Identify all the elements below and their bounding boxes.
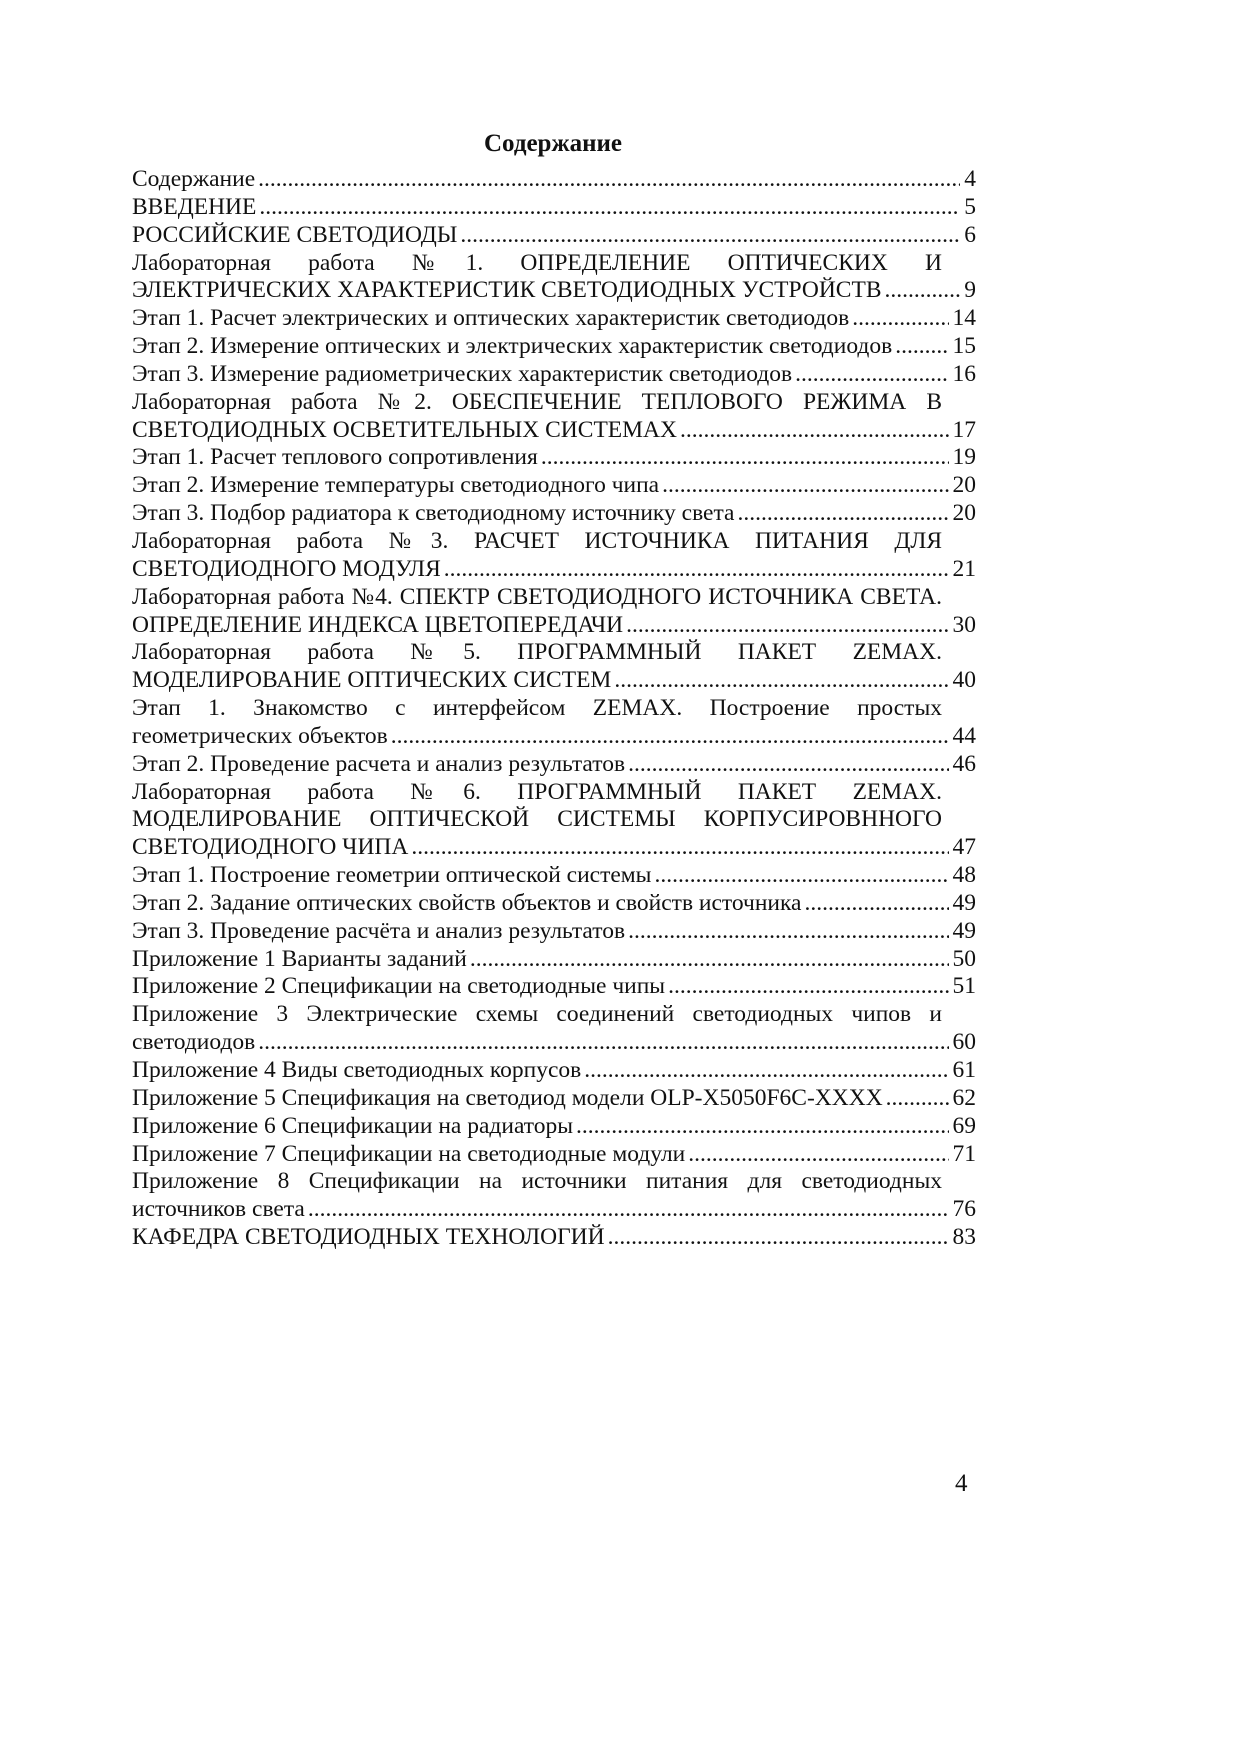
toc-entry-title: Приложение 2 Спецификации на светодиодные чипы ..... [132, 973, 665, 999]
toc-entry-page: 62 [949, 1085, 977, 1113]
toc-entry-title: Приложение 4 Виды светодиодных корпусов ..... [132, 1057, 581, 1083]
toc-entry-page: 51 [949, 973, 977, 1001]
toc-entry[interactable] [132, 695, 976, 751]
toc-entry-title: Лабораторная работа №5. ПРОГРАММНЫЙ ПАКЕТ ZEMAX. МОДЕЛИРОВАНИЕ ОПТИЧЕСКИХ СИСТЕМ ..... [132, 639, 942, 693]
table-of-contents [132, 166, 976, 1252]
toc-entry[interactable] [132, 166, 976, 194]
toc-entry-title: Этап 2. Проведение расчета и анализ результатов ..... [132, 751, 625, 777]
toc-entry-page: 76 [949, 1196, 977, 1224]
toc-entry-page: 46 [949, 751, 977, 779]
toc-entry-page: 49 [949, 890, 977, 918]
toc-entry-page: 48 [949, 862, 977, 890]
toc-entry[interactable] [132, 194, 976, 222]
toc-entry-title: Лабораторная работа №3. РАСЧЕТ ИСТОЧНИКА ПИТАНИЯ ДЛЯ СВЕТОДИОДНОГО МОДУЛЯ ..... [132, 528, 942, 582]
toc-entry-title: Этап 1. Знакомство с интерфейсом ZEMAX. Построение простых геометрических объектов ..... [132, 695, 942, 749]
toc-entry-title: Приложение 7 Спецификации на светодиодные модули ..... [132, 1141, 685, 1167]
toc-entry-title: Лабораторная работа №4. СПЕКТР СВЕТОДИОДНОГО ИСТОЧНИКА СВЕТА. ОПРЕДЕЛЕНИЕ ИНДЕКСА ЦВЕТОПЕРЕДАЧИ ..... [132, 584, 942, 638]
toc-entry-title: КАФЕДРА СВЕТОДИОДНЫХ ТЕХНОЛОГИЙ ..... [132, 1224, 605, 1250]
toc-entry[interactable] [132, 751, 976, 779]
toc-entry-page: 15 [949, 333, 977, 361]
toc-entry[interactable] [132, 1057, 976, 1085]
toc-entry-page: 14 [949, 305, 977, 333]
toc-entry-page: 50 [949, 946, 977, 974]
toc-entry[interactable] [132, 389, 976, 445]
toc-entry-title: Этап 2. Задание оптических свойств объектов и свойств источника ..... [132, 890, 802, 916]
toc-entry-title: Этап 1. Построение геометрии оптической системы ..... [132, 862, 651, 888]
toc-entry[interactable] [132, 222, 976, 250]
toc-entry-page: 61 [949, 1057, 977, 1085]
toc-entry[interactable] [132, 1141, 976, 1169]
toc-entry-title: Этап 3. Подбор радиатора к светодиодному источнику света ..... [132, 500, 734, 526]
toc-entry[interactable] [132, 472, 976, 500]
toc-entry[interactable] [132, 1168, 976, 1224]
toc-entry-page: 17 [949, 417, 977, 445]
toc-entry-page: 21 [949, 556, 977, 584]
toc-entry-title: Этап 3. Проведение расчёта и анализ результатов ..... [132, 918, 625, 944]
toc-entry-title: Приложение 8 Спецификации на источники питания для светодиодных источников света ..... [132, 1168, 942, 1222]
toc-entry-page: 9 [960, 277, 976, 305]
toc-entry-title: Приложение 6 Спецификации на радиаторы ..... [132, 1113, 573, 1139]
toc-entry-page: 16 [949, 361, 977, 389]
toc-entry[interactable] [132, 890, 976, 918]
toc-entry-page: 5 [960, 194, 976, 222]
toc-entry-title: Этап 2. Измерение температуры светодиодного чипа ..... [132, 472, 659, 498]
toc-entry-page: 20 [949, 500, 977, 528]
toc-entry-title: Этап 2. Измерение оптических и электрических характеристик светодиодов ..... [132, 333, 892, 359]
toc-entry[interactable] [132, 973, 976, 1001]
toc-entry-title: Приложение 5 Спецификация на светодиод модели OLP-X5050F6C-XXXX ..... [132, 1085, 883, 1111]
toc-entry-title: РОССИЙСКИЕ СВЕТОДИОДЫ ..... [132, 222, 457, 248]
toc-entry-page: 83 [949, 1224, 977, 1252]
toc-entry-title: Приложение 3 Электрические схемы соединений светодиодных чипов и светодиодов ..... [132, 1001, 942, 1055]
toc-entry[interactable] [132, 584, 976, 640]
toc-entry-title: Этап 1. Расчет электрических и оптических характеристик светодиодов ..... [132, 305, 849, 331]
toc-entry-page: 6 [960, 222, 976, 250]
toc-entry-title: Содержание ..... [132, 166, 255, 192]
toc-entry-title: Лабораторная работа №6. ПРОГРАММНЫЙ ПАКЕТ ZEMAX. МОДЕЛИРОВАНИЕ ОПТИЧЕСКОЙ СИСТЕМЫ КОРПУСИРОВННОГО СВЕТОДИОДНОГО ЧИПА ..... [132, 779, 942, 861]
page-number: 4 [955, 1470, 968, 1497]
toc-entry-page: 44 [949, 723, 977, 751]
toc-entry[interactable] [132, 918, 976, 946]
toc-entry-page: 4 [960, 166, 976, 194]
toc-entry-page: 60 [949, 1029, 977, 1057]
toc-entry[interactable] [132, 946, 976, 974]
toc-heading: Содержание [483, 130, 622, 157]
toc-entry-page: 40 [949, 667, 977, 695]
toc-entry[interactable] [132, 361, 976, 389]
toc-entry[interactable] [132, 1001, 976, 1057]
toc-entry-title: ВВЕДЕНИЕ ..... [132, 194, 256, 220]
toc-entry-title: Лабораторная работа №1. ОПРЕДЕЛЕНИЕ ОПТИЧЕСКИХ И ЭЛЕКТРИЧЕСКИХ ХАРАКТЕРИСТИК СВЕТОДИОДНЫХ УСТРОЙСТВ ..... [132, 250, 942, 304]
toc-entry[interactable] [132, 779, 976, 863]
toc-entry-title: Этап 3. Измерение радиометрических характеристик светодиодов ..... [132, 361, 792, 387]
toc-entry[interactable] [132, 639, 976, 695]
toc-entry[interactable] [132, 1224, 976, 1252]
toc-entry-page: 49 [949, 918, 977, 946]
toc-entry[interactable] [132, 333, 976, 361]
toc-entry-title: Лабораторная работа №2. ОБЕСПЕЧЕНИЕ ТЕПЛОВОГО РЕЖИМА В СВЕТОДИОДНЫХ ОСВЕТИТЕЛЬНЫХ СИСТЕМАХ ..... [132, 389, 942, 443]
toc-entry-title: Этап 1. Расчет теплового сопротивления ..... [132, 444, 538, 470]
toc-entry-page: 19 [949, 444, 977, 472]
toc-entry[interactable] [132, 500, 976, 528]
toc-entry-page: 69 [949, 1113, 977, 1141]
toc-entry-page: 71 [949, 1141, 977, 1169]
toc-entry[interactable] [132, 862, 976, 890]
toc-entry[interactable] [132, 528, 976, 584]
toc-entry[interactable] [132, 250, 976, 306]
toc-entry-title: Приложение 1 Варианты заданий ..... [132, 946, 467, 972]
toc-entry-page: 20 [949, 472, 977, 500]
toc-entry[interactable] [132, 1113, 976, 1141]
toc-entry[interactable] [132, 444, 976, 472]
toc-entry[interactable] [132, 305, 976, 333]
toc-entry-page: 47 [949, 834, 977, 862]
toc-entry-page: 30 [949, 612, 977, 640]
toc-entry[interactable] [132, 1085, 976, 1113]
